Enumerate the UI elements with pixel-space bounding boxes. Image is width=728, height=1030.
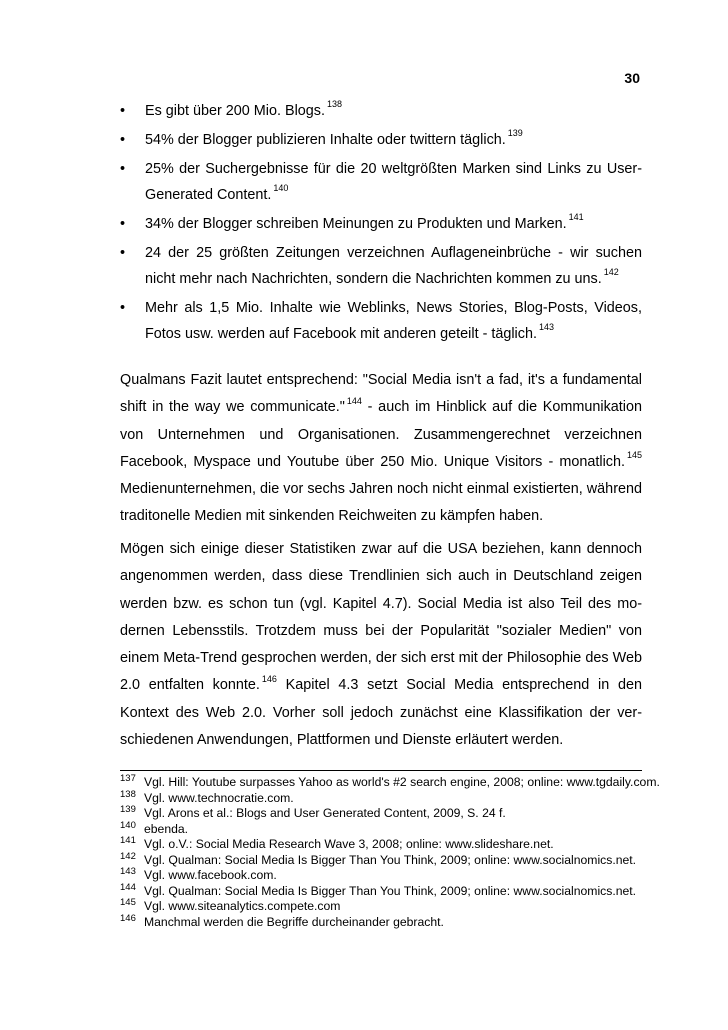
footnote bbox=[120, 788, 660, 807]
bullet-icon: • bbox=[120, 245, 126, 261]
footnote bbox=[120, 775, 660, 791]
footnote-ref: 139 bbox=[507, 128, 523, 139]
footnote-ref: 140 bbox=[273, 183, 289, 194]
paragraph-text: - auch im Hinblick auf die Kommunikation von Unternehmen und Organisationen. Zusammengerechnet verzeichnen Facebook, Myspace und Youtube über 250 Mio. Unique Visitors - monatlich. bbox=[120, 399, 642, 470]
bullet-icon: • bbox=[120, 132, 126, 148]
footnote bbox=[120, 881, 660, 900]
footnote-list bbox=[120, 775, 660, 930]
bullet-icon: • bbox=[120, 103, 126, 119]
footnote-ref: 144 bbox=[346, 395, 362, 406]
footnote-number: 145 bbox=[120, 897, 136, 908]
footnote-text: Vgl. www.technocratie.com. bbox=[144, 790, 294, 805]
page-number: 30 bbox=[624, 70, 640, 86]
footnote-number: 143 bbox=[120, 866, 136, 877]
bullet-list bbox=[120, 98, 642, 350]
paragraph-qualman-conclusion bbox=[120, 367, 642, 531]
bullet-text: 24 der 25 größten Zeitungen verzeichnen Auflageneinbrüche - wir suchen nicht mehr nach Nachrichten, sondern die Nachrichten kommen zu uns. bbox=[145, 245, 642, 287]
footnote-ref: 146 bbox=[261, 673, 277, 684]
footnote bbox=[120, 850, 660, 869]
paragraph-statistics bbox=[120, 536, 642, 754]
bullet-text: 25% der Suchergebnisse für die 20 weltgrößten Marken sind Links zu User-Generated Content. bbox=[145, 161, 642, 203]
footnote-number: 142 bbox=[120, 850, 136, 862]
footnote-number: 144 bbox=[120, 881, 136, 893]
bullet-icon: • bbox=[120, 216, 126, 232]
footnote-ref: 142 bbox=[603, 267, 619, 278]
paragraph-text: Kapitel 4.3 setzt Social Media entsprechend in den Kontext des Web 2.0. Vorher soll jedoch zunächst eine Klassifikation der verschiedenen Anwendungen, Plattformen und Dienste erläutert werden. bbox=[120, 677, 642, 749]
footnote-text: ebenda. bbox=[144, 821, 189, 836]
bullet-icon: • bbox=[120, 300, 126, 316]
bullet-text: Es gibt über 200 Mio. Blogs. bbox=[145, 103, 325, 119]
bullet-item bbox=[120, 127, 642, 153]
footnote-number: 141 bbox=[120, 835, 136, 846]
bullet-item bbox=[120, 98, 642, 124]
footnote-text: Vgl. o.V.: Social Media Research Wave 3, 2008; online: www.slideshare.net. bbox=[144, 837, 554, 851]
paragraph-text: Mögen sich einige dieser Statistiken zwar auf die USA beziehen, kann dennoch angenommen werden, dass diese Trendlinien sich auch in Deutschland zeigen werden bzw. es schon tun (vgl. Kapitel 4.7). Social Media ist also Teil des modernen Lebensstils. Trotzdem muss bei der Popularität "sozialer Medien" von einem Meta-Trend gesprochen werden, der sich erst mit der Philosophie des Web 2.0 entfalten konnte. bbox=[120, 541, 642, 694]
paragraph-text: Qualmans Fazit lautet entsprechend: "Social Media isn't a fad, it's a fundamental shift in the way we communicate." bbox=[120, 372, 642, 416]
footnote-number: 137 bbox=[120, 773, 136, 784]
footnote bbox=[120, 806, 660, 822]
bullet-icon: • bbox=[120, 161, 126, 177]
footnote-text: Vgl. Qualman: Social Media Is Bigger Than You Think, 2009; online: www.socialnomics.net. bbox=[144, 852, 637, 867]
footnote-ref: 143 bbox=[538, 322, 554, 333]
bullet-text: 34% der Blogger schreiben Meinungen zu Produkten und Marken. bbox=[145, 216, 567, 232]
footnote bbox=[120, 837, 660, 853]
footnote bbox=[120, 868, 660, 884]
footnote-number: 138 bbox=[120, 788, 136, 800]
bullet-text: Mehr als 1,5 Mio. Inhalte wie Weblinks, News Stories, Blog-Posts, Videos, Fotos usw. werden auf Facebook mit anderen geteilt - täglich. bbox=[145, 300, 642, 342]
footnote-number: 139 bbox=[120, 804, 136, 815]
footnote bbox=[120, 819, 660, 838]
bullet-item bbox=[120, 156, 642, 208]
bullet-item bbox=[120, 295, 642, 347]
footnote-text: Vgl. Qualman: Social Media Is Bigger Than You Think, 2009; online: www.socialnomics.net. bbox=[144, 883, 637, 898]
footnote-ref: 145 bbox=[626, 450, 642, 461]
footnote bbox=[120, 899, 660, 915]
bullet-item bbox=[120, 211, 642, 237]
paragraph-text: Medienunternehmen, die vor sechs Jahren noch nicht einmal existierten, während traditonelle Medien mit sinkenden Reichweiten zu kämpfen haben. bbox=[120, 481, 642, 525]
footnote-number: 140 bbox=[120, 819, 136, 831]
footnote-text: Vgl. Hill: Youtube surpasses Yahoo as world's #2 search engine, 2008; online: www.tgdaily.com. bbox=[144, 775, 660, 789]
footnote-ref: 141 bbox=[568, 212, 584, 223]
footnote-divider bbox=[120, 770, 642, 771]
footnote-text: Vgl. www.siteanalytics.compete.com bbox=[144, 899, 341, 913]
footnote-number: 146 bbox=[120, 912, 136, 924]
bullet-item bbox=[120, 240, 642, 292]
footnote-ref: 138 bbox=[326, 99, 343, 110]
footnote-text: Vgl. www.facebook.com. bbox=[144, 868, 277, 882]
footnote-text: Manchmal werden die Begriffe durcheinander gebracht. bbox=[144, 914, 444, 929]
footnote bbox=[120, 912, 660, 931]
bullet-text: 54% der Blogger publizieren Inhalte oder twittern täglich. bbox=[145, 132, 506, 148]
footnote-text: Vgl. Arons et al.: Blogs and User Generated Content, 2009, S. 24 f. bbox=[144, 806, 506, 820]
